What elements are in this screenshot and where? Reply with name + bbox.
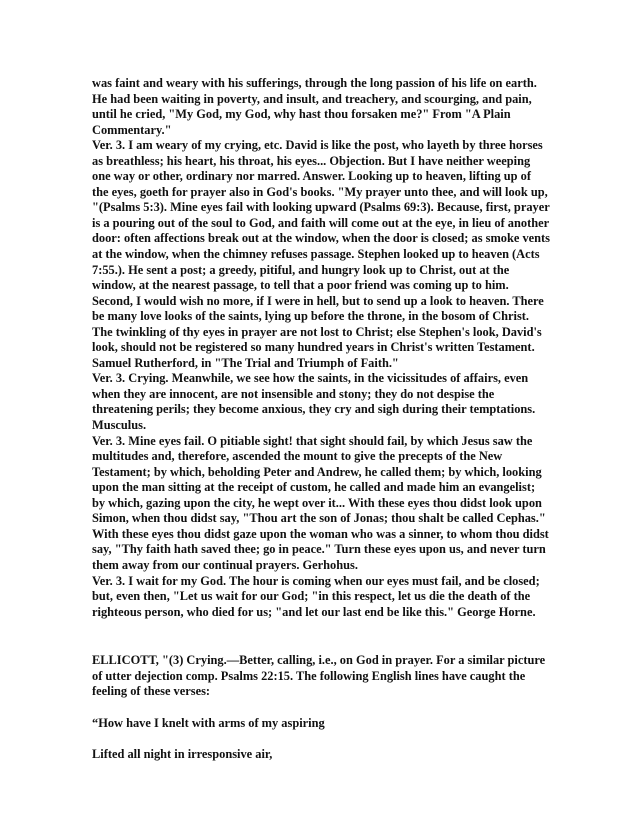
paragraph-horne: Ver. 3. I wait for my God. The hour is coming when our eyes must fail, and be closed; but, even then, "Let us wait for our God; "in this respect, let us die the death of the righteous person, who died for us; "and let our last end be like this." George Horne. [92, 573, 540, 619]
paragraph-plain-commentary: was faint and weary with his sufferings, through the long passion of his life on earth. He had been waiting in poverty, and insult, and treachery, and scourging, and pain, until he cried, "My God, my God, why hast thou forsaken me?" From "A Plain Commentary." [92, 76, 537, 137]
spacer [92, 731, 550, 747]
spacer [92, 700, 550, 716]
paragraph-musculus: Ver. 3. Crying. Meanwhile, we see how the saints, in the vicissitudes of affairs, even when they are innocent, are not insensible and stony; they do not despise the threatening perils; they become anxious, they cry and sigh during their temptations. Musculus. [92, 371, 536, 433]
paragraph-ellicott: ELLICOTT, "(3) Crying.—Better, calling, i.e., on God in prayer. For a similar picture of utter dejection comp. Psalms 22:15. The following English lines have caught the feeling of these verses: [92, 653, 546, 699]
document-page [92, 76, 550, 763]
section-spacer [92, 620, 550, 653]
poem-line-2: Lifted all night in irresponsive air, [92, 747, 273, 762]
paragraph-rutherford: Ver. 3. I am weary of my crying, etc. David is like the post, who layeth by three horses as breathless; his heart, his throat, his eyes... Objection. But I have neither weeping one way or other, ordinary nor marred. Answer. Looking up to heaven, lifting up of the eyes, goeth for prayer also in God's books. "My prayer unto thee, and will look up, "(Psalms 5:3). Mine eyes fail with looking upward (Psalms 69:3). Because, first, prayer is a pouring out of the soul to God, and faith will come out at the eye, in lieu of another door: often affections break out at the window, when the door is closed; as smoke vents at the window, when the chimney refuses passage. Stephen looked up to heaven (Acts 7:55.). He sent a post; a greedy, pitiful, and hungry look up to Christ, out at the window, at the nearest passage, to tell that a poor friend was coming up to him. Second, I would wish no more, if I were in hell, but to send up a look to heaven. There be many love looks of the saints, lying up before the throne, in the bosom of Christ. The twinkling of thy eyes in prayer are not lost to Christ; else Stephen's look, David's look, should not be registered so many hundred years in Christ's written Testament. Samuel Rutherford, in "The Trial and Triumph of Faith." [92, 138, 550, 370]
poem-line-1: “How have I knelt with arms of my aspiring [92, 715, 325, 730]
paragraph-gerhohus: Ver. 3. Mine eyes fail. O pitiable sight! that sight should fail, by which Jesus saw the multitudes and, therefore, ascended the mount to give the precepts of the New Testament; by which, beholding Peter and Andrew, he called them; by which, looking upon the man sitting at the receipt of custom, he called and made him an evangelist; by which, gazing upon the city, he wept over it... With these eyes thou didst look upon Simon, when thou didst say, "Thou art the son of Jonas; thou shalt be called Cephas." With these eyes thou didst gaze upon the woman who was a sinner, to whom thou didst say, "Thy faith hath saved thee; go in peace." Turn these eyes upon us, and never turn them away from our continual prayers. Gerhohus. [92, 433, 549, 572]
